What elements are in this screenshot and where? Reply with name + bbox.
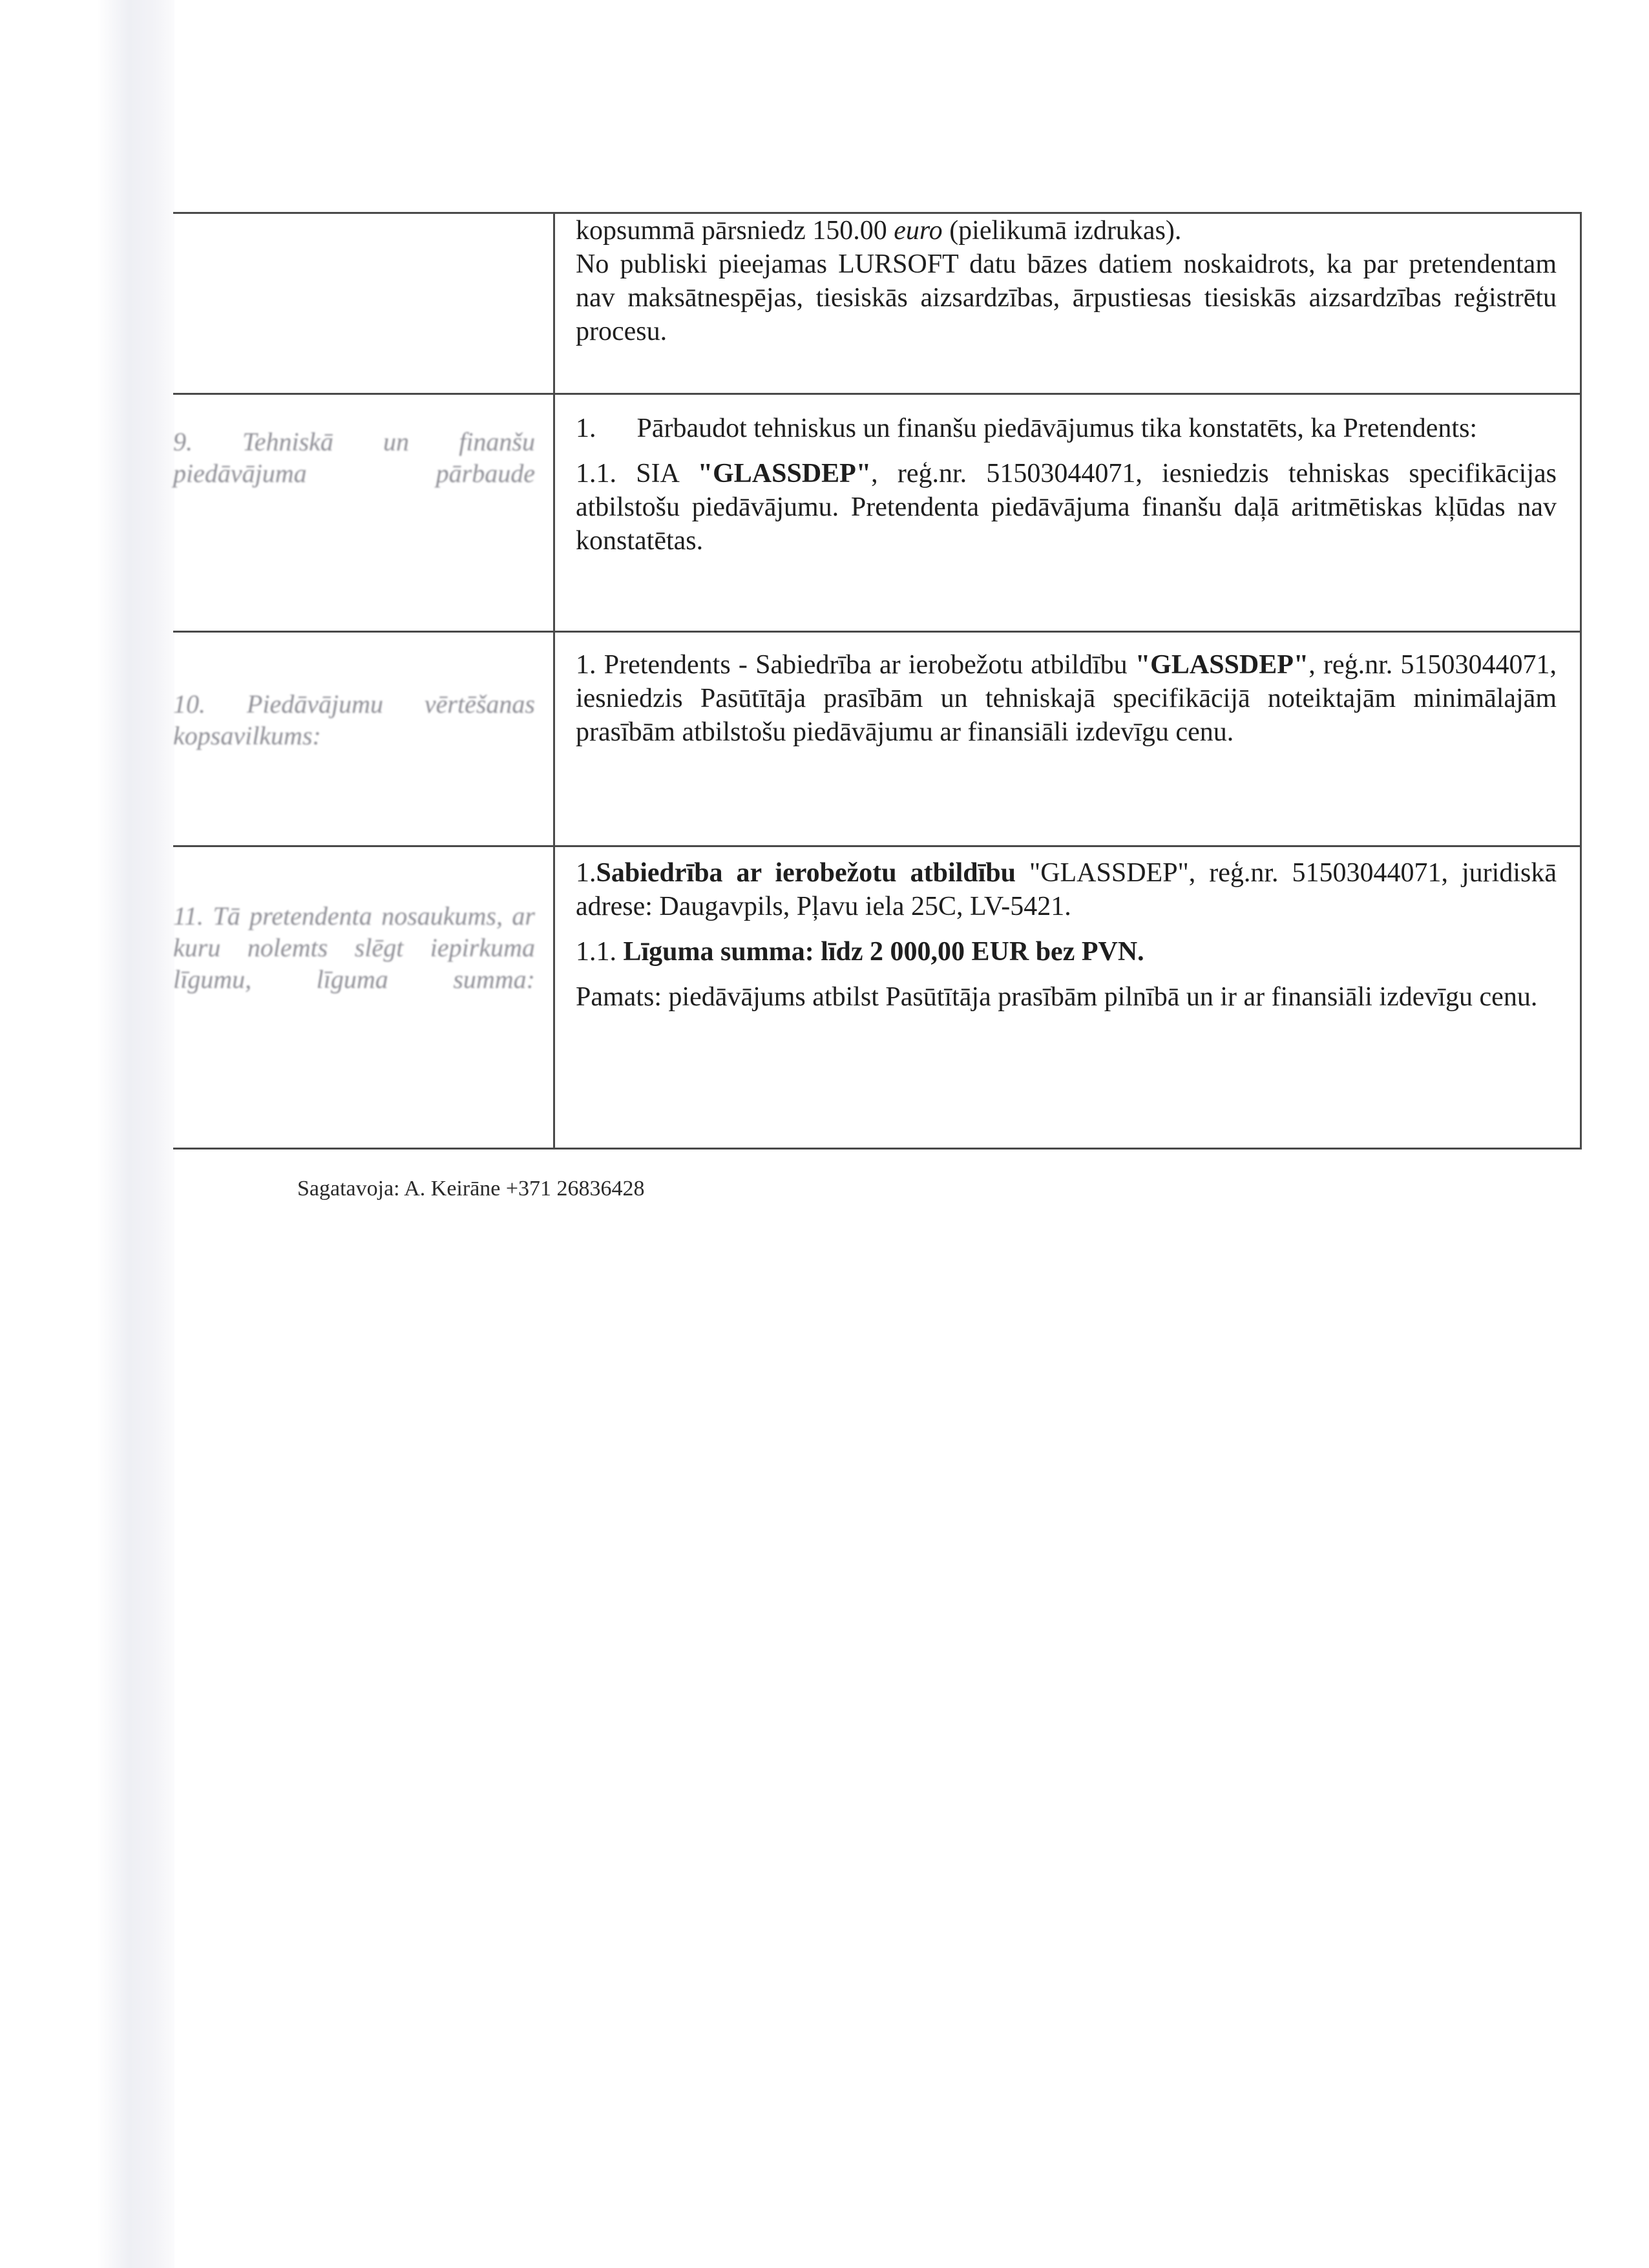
- row-content-cell: [554, 846, 1581, 1149]
- content-paragraph: [576, 457, 1557, 558]
- scan-shadow: [0, 0, 174, 2268]
- content-text: (pielikumā izdrukas).: [942, 216, 1182, 246]
- row-label-cell: [173, 632, 554, 846]
- row-label: 9. Tehniskā un finanšu piedāvājuma pārbaude: [173, 427, 535, 488]
- content-paragraph: Pamats: piedāvājums atbilst Pasūtītāja prasībām pilnībā un ir ar finansiāli izdevīgu cenu.: [576, 982, 1538, 1012]
- row-label: 11. Tā pretendenta nosaukums, ar kuru nolemts slēgt iepirkuma līgumu, līguma summa:: [173, 901, 535, 994]
- company-name: "GLASSDEP": [1135, 650, 1309, 680]
- table-row: [173, 632, 1581, 846]
- row-label-cell: [173, 846, 554, 1149]
- row-content-cell: [554, 394, 1581, 632]
- content-text: 1.1.: [576, 937, 624, 967]
- content-emphasis: euro: [894, 216, 943, 246]
- row-content-cell: [554, 632, 1581, 846]
- content-paragraph: [576, 935, 1557, 969]
- row-label: 10. Piedāvājumu vērtēšanas kopsavilkums:: [173, 689, 535, 750]
- row-label-cell: [173, 213, 554, 394]
- content-text: 1.: [576, 858, 596, 888]
- content-paragraph: [576, 856, 1557, 923]
- content-text: 1.1. SIA: [576, 459, 698, 488]
- content-paragraph: [576, 214, 1557, 247]
- content-paragraph: No publiski pieejamas LURSOFT datu bāzes datiem noskaidrots, ka par pretendentam nav maksātnespējas, tiesiskās aizsardzības, ārpustiesas tiesiskās aizsardzības reģistrētu procesu.: [576, 249, 1557, 346]
- company-type: Sabiedrība ar ierobežotu atbildību: [596, 858, 1016, 888]
- prepared-by-footer: Sagatavoja: A. Keirāne +371 26836428: [297, 1177, 645, 1201]
- row-content: [555, 214, 1580, 348]
- content-paragraph: 1. Pārbaudot tehniskus un finanšu piedāvājumus tika konstatēts, ka Pretendents:: [576, 414, 1478, 443]
- content-paragraph: [576, 648, 1557, 749]
- results-table: [173, 212, 1582, 1150]
- table-row: [173, 846, 1581, 1149]
- table-row: [173, 394, 1581, 632]
- row-label-cell: [173, 394, 554, 632]
- company-name: "GLASSDEP": [697, 459, 872, 488]
- row-content: [555, 395, 1580, 558]
- content-text: 1. Pretendents - Sabiedrība ar ierobežotu atbildību: [576, 650, 1135, 680]
- content-text: , reģ.nr. 51503044071, iesniedzis tehniskas specifikācijas atbilstošu piedāvājumu. Pretendenta piedāvājuma finanšu daļā aritmētiskas kļūdas nav konstatētas.: [576, 459, 1557, 556]
- content-text: , reģ.nr. 51503044071, iesniedzis Pasūtītāja prasībām un tehniskajā specifikācijā noteiktajām minimālajām prasībām atbilstošu piedāvājumu ar finansiāli izdevīgu cenu.: [576, 650, 1557, 747]
- contract-sum: Līguma summa: līdz 2 000,00 EUR bez PVN.: [623, 937, 1144, 967]
- row-content: [555, 847, 1580, 1014]
- table-row: [173, 213, 1581, 394]
- row-content-cell: [554, 213, 1581, 394]
- content-text: kopsummā pārsniedz 150.00: [576, 216, 894, 246]
- content-text: "GLASSDEP", reģ.nr. 51503044071, juridiskā adrese: Daugavpils, Pļavu iela 25C, LV-5421.: [576, 858, 1557, 921]
- row-content: [555, 633, 1580, 749]
